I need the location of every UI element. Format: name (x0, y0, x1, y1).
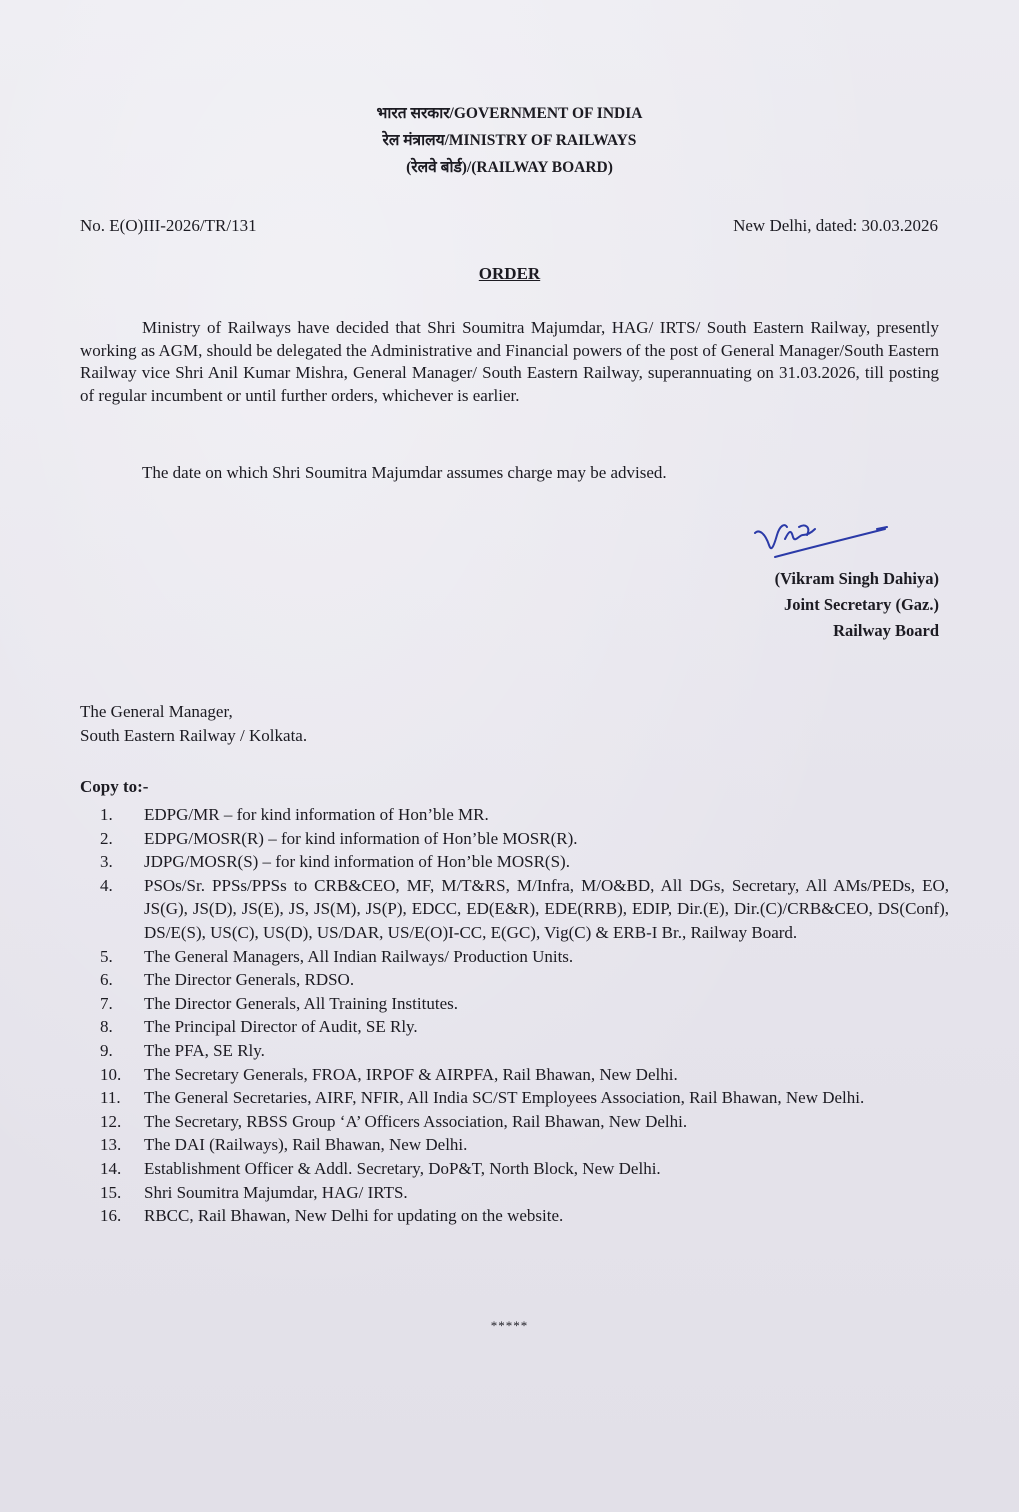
date-line: New Delhi, dated: 30.03.2026 (733, 216, 938, 235)
list-item-text: The DAI (Railways), Rail Bhawan, New Delhi. (144, 1135, 468, 1155)
list-item (80, 1063, 949, 1087)
list-item-number: 5. (100, 946, 113, 966)
list-item-text: The PFA, SE Rly. (144, 1040, 265, 1060)
list-item-text: Shri Soumitra Majumdar, HAG/ IRTS. (144, 1182, 408, 1202)
list-item (80, 1086, 949, 1110)
list-item-text: JDPG/MOSR(S) – for kind information of Hon’ble MOSR(S). (144, 852, 570, 872)
letterhead-ministry: रेल मंत्रालय/MINISTRY OF RAILWAYS (382, 132, 637, 149)
list-item-number: 11. (100, 1088, 121, 1108)
list-item (80, 992, 949, 1016)
list-item-number: 1. (100, 805, 113, 824)
list-item-number: 14. (100, 1158, 122, 1178)
list-item (80, 1039, 949, 1063)
addressee-block (80, 700, 307, 748)
copy-to-heading: Copy to:- (80, 777, 149, 796)
letterhead-board: (रेलवे बोर्ड)/(RAILWAY BOARD) (406, 159, 613, 176)
list-item-number: 8. (100, 1017, 113, 1037)
signatory-office: Railway Board (833, 621, 939, 640)
list-item (80, 1015, 949, 1039)
list-item-text: The General Secretaries, AIRF, NFIR, All India SC/ST Employees Association, Rail Bhawan, New Delhi. (144, 1088, 865, 1108)
list-item-text: The Secretary, RBSS Group ‘A’ Officers Association, Rail Bhawan, New Delhi. (144, 1111, 688, 1131)
reference-number: No. E(O)III-2026/TR/131 (80, 216, 257, 235)
signatory-name: (Vikram Singh Dahiya) (774, 569, 939, 588)
list-item-text: The General Managers, All Indian Railways/ Production Units. (144, 946, 574, 966)
signatory-designation: Joint Secretary (Gaz.) (783, 595, 939, 614)
list-item-text: The Director Generals, All Training Institutes. (144, 993, 458, 1013)
list-item-number: 9. (100, 1040, 113, 1060)
list-item (80, 945, 949, 969)
list-item-number: 13. (100, 1135, 122, 1155)
list-item (80, 803, 949, 827)
list-item (80, 968, 949, 992)
list-item (80, 1204, 949, 1228)
handwritten-signature (745, 505, 895, 565)
list-item-number: 10. (100, 1064, 122, 1084)
list-item-number: 7. (100, 993, 113, 1013)
list-item-text: EDPG/MR – for kind information of Hon’ble MR. (144, 805, 489, 824)
addressee-line-2: South Eastern Railway / Kolkata. (80, 726, 308, 745)
copy-to-list (80, 803, 949, 1228)
order-paragraph-2: The date on which Shri Soumitra Majumdar assumes charge may be advised. (142, 463, 667, 482)
list-item-number: 4. (100, 875, 113, 895)
list-item-text: RBCC, Rail Bhawan, New Delhi for updating on the website. (144, 1206, 564, 1226)
list-item-text: The Secretary Generals, FROA, IRPOF & AIRPFA, Rail Bhawan, New Delhi. (144, 1064, 678, 1084)
list-item-text: EDPG/MOSR(R) – for kind information of Hon’ble MOSR(R). (144, 828, 578, 848)
list-item-number: 2. (100, 828, 113, 848)
letterhead-government: भारत सरकार/GOVERNMENT OF INDIA (376, 105, 643, 122)
letterhead (0, 100, 1019, 181)
list-item (80, 850, 949, 874)
list-item-number: 15. (100, 1182, 122, 1202)
order-paragraph-1: Ministry of Railways have decided that Shri Soumitra Majumdar, HAG/ IRTS/ South Eastern Railway, presently working as AGM, should be delegated the Administrative and Financial powers of the post of General Manager/South Eastern Railway vice Shri Anil Kumar Mishra, General Manager/ South Eastern Railway, superannuating on 31.03.2026, till posting of regular incumbent or until further orders, whichever is earlier. (80, 318, 939, 405)
list-item (80, 1157, 949, 1181)
list-item (80, 1133, 949, 1157)
end-marker: ***** (490, 1318, 529, 1333)
list-item-number: 16. (100, 1206, 122, 1226)
list-item-text: The Director Generals, RDSO. (144, 970, 355, 990)
list-item-number: 12. (100, 1111, 122, 1131)
list-item (80, 1110, 949, 1134)
list-item-number: 6. (100, 970, 113, 990)
list-item (80, 874, 949, 945)
list-item-text: The Principal Director of Audit, SE Rly. (144, 1017, 418, 1037)
list-item-text: Establishment Officer & Addl. Secretary, DoP&T, North Block, New Delhi. (144, 1158, 661, 1178)
signatory-block (775, 566, 939, 644)
order-title: ORDER (478, 264, 541, 283)
addressee-line-1: The General Manager, (80, 702, 233, 721)
list-item-number: 3. (100, 852, 113, 872)
list-item-text: PSOs/Sr. PPSs/PPSs to CRB&CEO, MF, M/T&RS, M/Infra, M/O&BD, All DGs, Secretary, All AMs/PEDs, EO, JS(G), JS(D), JS(E), JS, JS(M), JS(P), EDCC, ED(E&R), EDE(RRB), EDIP, Dir.(E), Dir.(C)/CRB&CEO, DS(Conf), DS/E(S), US(C), US(D), US/DAR, US/E(O)I-CC, E(GC), Vig(C) & ERB-I Br., Railway Board. (144, 875, 949, 942)
list-item (80, 827, 949, 851)
list-item (80, 1181, 949, 1205)
